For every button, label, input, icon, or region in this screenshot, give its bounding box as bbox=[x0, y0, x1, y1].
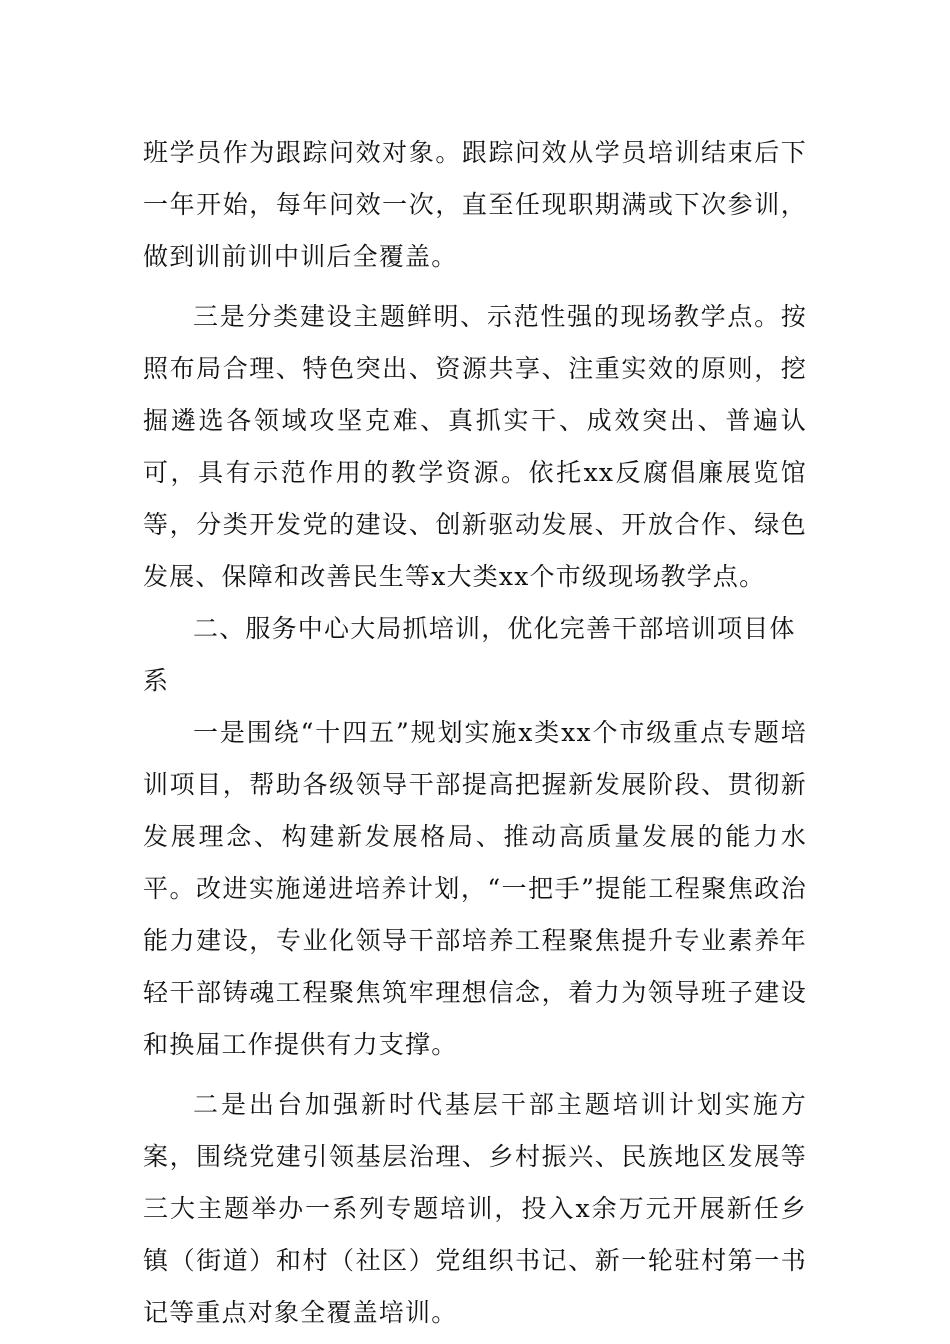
paragraph-continuation: 班学员作为跟踪问效对象。跟踪问效从学员培训结束后下一年开始，每年问效一次，直至任现职期满或下次参训，做到训前训中训后全覆盖。 bbox=[143, 138, 807, 271]
document-body bbox=[143, 127, 807, 1339]
section-heading-2: 二、服务中心大局抓培训，优化完善干部培训项目体系 bbox=[143, 614, 796, 695]
paragraph-grassroots-training: 二是出台加强新时代基层干部主题培训计划实施方案，围绕党建引领基层治理、乡村振兴、民族地区发展等三大主题举办一系列专题培训，投入x余万元开展新任乡镇（街道）和村（社区）党组织书记、新一轮驻村第一书记等重点对象全覆盖培训。 bbox=[143, 1090, 807, 1327]
paragraph-key-projects: 一是围绕“十四五”规划实施x类xx个市级重点专题培训项目，帮助各级领导干部提高把握新发展阶段、贯彻新发展理念、构建新发展格局、推动高质量发展的能力水平。改进实施递进培养计划，“一把手”提能工程聚焦政治能力建设，专业化领导干部培养工程聚焦提升专业素养年轻干部铸魂工程聚焦筑牢理想信念，着力为领导班子建设和换届工作提供有力支撑。 bbox=[143, 718, 807, 1059]
paragraph-teaching-sites: 三是分类建设主题鲜明、示范性强的现场教学点。按照布局合理、特色突出、资源共享、注重实效的原则，挖掘遴选各领域攻坚克难、真抓实干、成效突出、普遍认可，具有示范作用的教学资源。依托xx反腐倡廉展览馆等，分类开发党的建设、创新驱动发展、开放合作、绿色发展、保障和改善民生等x大类xx个市级现场教学点。 bbox=[143, 302, 807, 591]
